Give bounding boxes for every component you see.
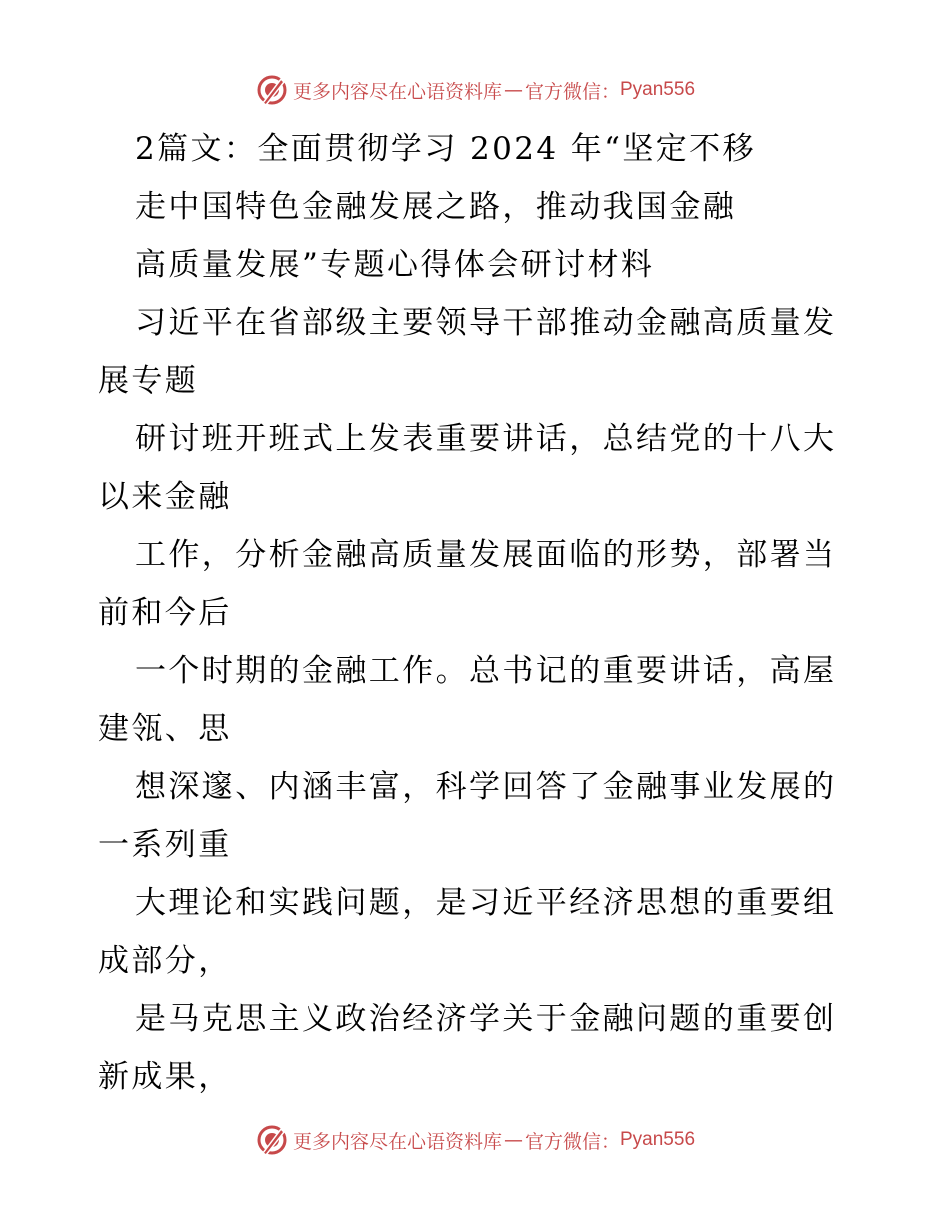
banner-text: 更多内容尽在心语资料库 bbox=[292, 80, 502, 103]
pen-logo-icon bbox=[255, 1123, 289, 1157]
banner-wechat-id: Pyan556 bbox=[620, 79, 696, 100]
paragraph-line: 建瓴、思 bbox=[98, 711, 232, 747]
paragraph-line: 前和今后 bbox=[98, 595, 232, 631]
document-title-line: 高质量发展”专题心得体会研讨材料 bbox=[135, 247, 655, 283]
paragraph-line: 一个时期的金融工作。总书记的重要讲话，高屋 bbox=[135, 653, 837, 689]
paragraph-line: 想深邃、内涵丰富，科学回答了金融事业发展的 bbox=[135, 769, 837, 805]
document-body bbox=[98, 120, 858, 1106]
banner-separator: — bbox=[503, 79, 523, 101]
pen-logo-icon bbox=[255, 73, 289, 107]
document-title-line: 2篇文：全面贯彻学习 2024 年“坚定不移 bbox=[135, 131, 756, 167]
header-watermark-banner bbox=[0, 70, 950, 110]
paragraph-line: 研讨班开班式上发表重要讲话，总结党的十八大 bbox=[135, 421, 837, 457]
paragraph-line: 新成果， bbox=[98, 1059, 232, 1095]
document-title-line: 走中国特色金融发展之路，推动我国金融 bbox=[135, 189, 737, 225]
paragraph-line: 习近平在省部级主要领导干部推动金融高质量发 bbox=[135, 305, 837, 341]
banner-wechat-id: Pyan556 bbox=[620, 1129, 696, 1150]
banner-text: 更多内容尽在心语资料库 bbox=[292, 1130, 502, 1153]
paragraph-line: 以来金融 bbox=[98, 479, 232, 515]
paragraph-line: 工作，分析金融高质量发展面临的形势，部署当 bbox=[135, 537, 837, 573]
paragraph-line: 大理论和实践问题，是习近平经济思想的重要组 bbox=[135, 885, 837, 921]
banner-wechat-label: 官方微信： bbox=[524, 1130, 620, 1153]
paragraph-line: 一系列重 bbox=[98, 827, 232, 863]
paragraph-line: 是马克思主义政治经济学关于金融问题的重要创 bbox=[135, 1001, 837, 1037]
banner-separator: — bbox=[503, 1129, 523, 1151]
footer-watermark-banner bbox=[0, 1120, 950, 1160]
banner-wechat-label: 官方微信： bbox=[524, 80, 620, 103]
paragraph-line: 成部分， bbox=[98, 943, 232, 979]
paragraph-line: 展专题 bbox=[98, 363, 199, 399]
